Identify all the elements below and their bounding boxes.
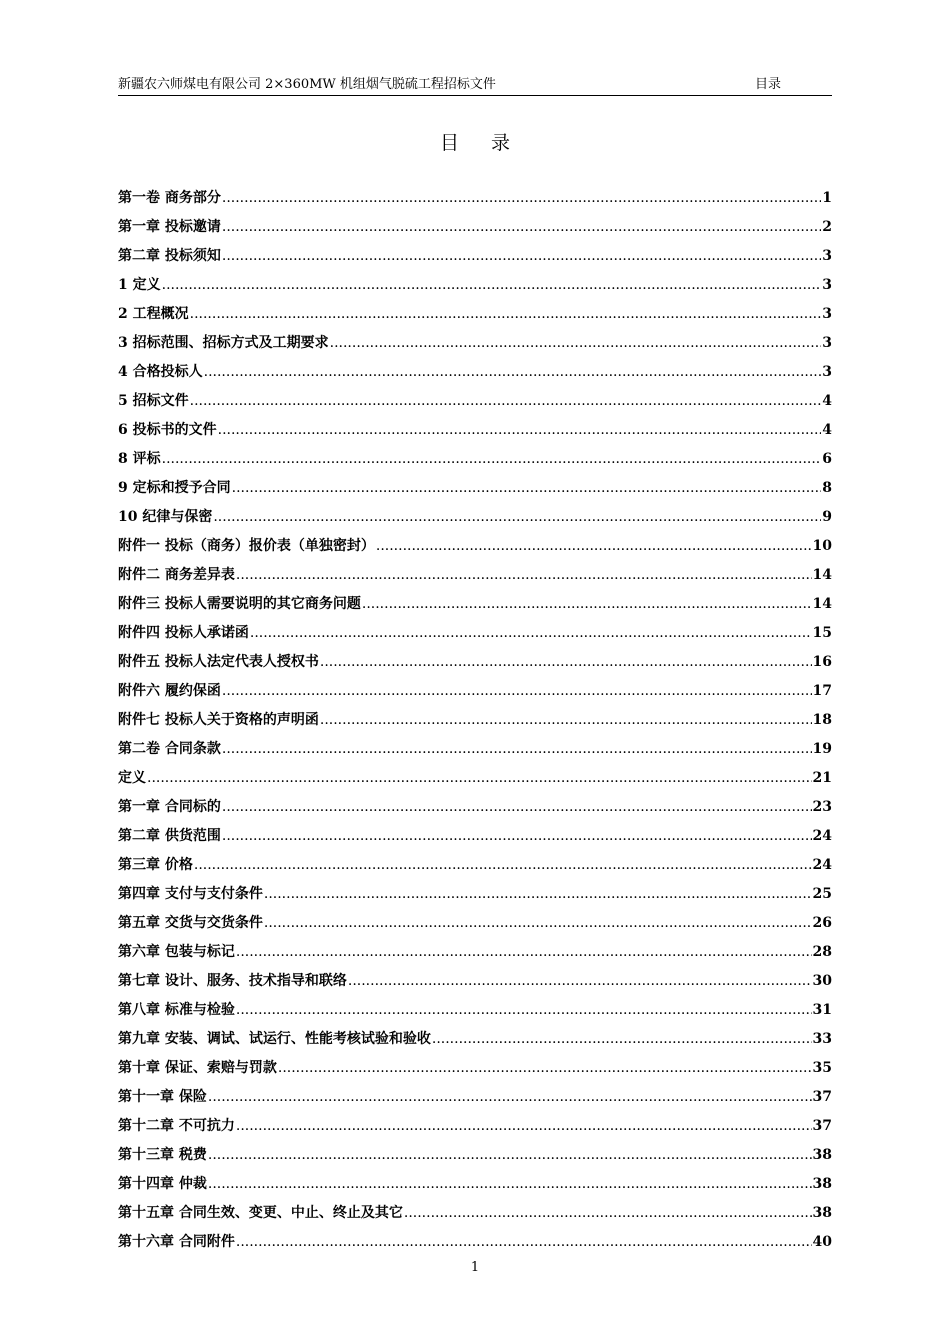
toc-entry[interactable]	[118, 612, 832, 641]
toc-entry-label: 9 定标和授予合同	[118, 480, 231, 496]
toc-entry-label: 第三章 价格	[118, 857, 193, 873]
toc-entry-page: 40	[812, 1234, 832, 1250]
toc-entry-label: 附件五 投标人法定代表人授权书	[118, 654, 319, 670]
toc-entry-label: 第十六章 合同附件	[118, 1234, 235, 1250]
toc-entry-label: 第二卷 合同条款	[118, 741, 221, 757]
toc-entry[interactable]	[118, 786, 832, 815]
toc-entry-page: 25	[812, 886, 832, 902]
toc-entry[interactable]	[118, 264, 832, 293]
toc-entry[interactable]	[118, 960, 832, 989]
toc-entry-label: 6 投标书的文件	[118, 422, 217, 438]
toc-leader-dots	[222, 219, 821, 235]
toc-entry-label: 第十章 保证、索赔与罚款	[118, 1060, 277, 1076]
toc-entry[interactable]	[118, 1018, 832, 1047]
toc-entry-label: 第七章 设计、服务、技术指导和联络	[118, 973, 347, 989]
toc-entry-page: 3	[822, 306, 832, 322]
toc-entry[interactable]	[118, 351, 832, 380]
toc-entry[interactable]	[118, 931, 832, 960]
toc-entry[interactable]	[118, 1134, 832, 1163]
toc-entry-label: 附件七 投标人关于资格的声明函	[118, 712, 319, 728]
page-number: 1	[470, 1260, 480, 1275]
toc-leader-dots	[222, 799, 812, 815]
toc-entry-label: 附件六 履约保函	[118, 683, 221, 699]
table-of-contents	[118, 177, 832, 1250]
toc-entry-label: 1 定义	[118, 277, 161, 293]
toc-entry[interactable]	[118, 177, 832, 206]
toc-entry[interactable]	[118, 670, 832, 699]
toc-entry-label: 第十一章 保险	[118, 1089, 207, 1105]
toc-entry-page: 15	[812, 625, 832, 641]
toc-entry-label: 第一章 合同标的	[118, 799, 221, 815]
toc-entry[interactable]	[118, 641, 832, 670]
toc-entry-page: 3	[822, 335, 832, 351]
toc-entry-label: 附件四 投标人承诺函	[118, 625, 249, 641]
toc-entry-label: 8 评标	[118, 451, 161, 467]
toc-leader-dots	[236, 1118, 812, 1134]
toc-entry[interactable]	[118, 525, 832, 554]
toc-entry-label: 第一章 投标邀请	[118, 219, 221, 235]
toc-leader-dots	[147, 770, 812, 786]
toc-entry-label: 第四章 支付与支付条件	[118, 886, 263, 902]
toc-entry-page: 18	[812, 712, 832, 728]
toc-entry-label: 附件二 商务差异表	[118, 567, 235, 583]
toc-entry-page: 37	[812, 1118, 832, 1134]
toc-entry[interactable]	[118, 1047, 832, 1076]
toc-leader-dots	[190, 306, 822, 322]
page-title	[0, 128, 950, 155]
toc-entry[interactable]	[118, 989, 832, 1018]
toc-entry-page: 3	[822, 364, 832, 380]
title-char-2: 录	[491, 132, 511, 154]
toc-leader-dots	[162, 277, 822, 293]
toc-entry-label: 定义	[118, 770, 146, 786]
toc-leader-dots	[264, 886, 812, 902]
toc-entry[interactable]	[118, 322, 832, 351]
toc-leader-dots	[236, 1234, 812, 1250]
toc-leader-dots	[278, 1060, 812, 1076]
toc-entry-page: 3	[822, 277, 832, 293]
toc-entry[interactable]	[118, 380, 832, 409]
toc-entry-page: 30	[812, 973, 832, 989]
toc-leader-dots	[213, 509, 821, 525]
toc-entry-page: 16	[812, 654, 832, 670]
toc-entry-page: 31	[812, 1002, 832, 1018]
toc-leader-dots	[218, 422, 822, 438]
toc-entry[interactable]	[118, 496, 832, 525]
toc-entry-page: 23	[812, 799, 832, 815]
toc-entry-page: 26	[812, 915, 832, 931]
toc-entry-label: 第二章 投标须知	[118, 248, 221, 264]
toc-leader-dots	[404, 1205, 812, 1221]
toc-entry[interactable]	[118, 206, 832, 235]
toc-entry[interactable]	[118, 1221, 832, 1250]
toc-leader-dots	[264, 915, 812, 931]
toc-entry-page: 38	[812, 1176, 832, 1192]
toc-entry-page: 37	[812, 1089, 832, 1105]
toc-entry-page: 3	[822, 248, 832, 264]
toc-entry-page: 9	[822, 509, 832, 525]
toc-entry[interactable]	[118, 873, 832, 902]
toc-leader-dots	[208, 1147, 812, 1163]
toc-entry[interactable]	[118, 554, 832, 583]
toc-entry[interactable]	[118, 235, 832, 264]
toc-leader-dots	[330, 335, 822, 351]
toc-entry[interactable]	[118, 438, 832, 467]
toc-entry-page: 4	[822, 422, 832, 438]
toc-leader-dots	[236, 944, 812, 960]
toc-entry-page: 38	[812, 1205, 832, 1221]
toc-entry-page: 19	[812, 741, 832, 757]
toc-entry[interactable]	[118, 728, 832, 757]
toc-leader-dots	[162, 451, 822, 467]
toc-entry-page: 4	[822, 393, 832, 409]
toc-leader-dots	[208, 1089, 812, 1105]
toc-entry-page: 24	[812, 857, 832, 873]
toc-entry[interactable]	[118, 1192, 832, 1221]
toc-entry-label: 第九章 安装、调试、试运行、性能考核试验和验收	[118, 1031, 431, 1047]
toc-entry-page: 2	[822, 219, 832, 235]
toc-entry-label: 4 合格投标人	[118, 364, 203, 380]
toc-entry-page: 1	[822, 190, 832, 206]
toc-leader-dots	[320, 654, 812, 670]
toc-leader-dots	[222, 190, 821, 206]
toc-entry[interactable]	[118, 1076, 832, 1105]
toc-leader-dots	[376, 538, 812, 554]
toc-entry-label: 附件一 投标（商务）报价表（单独密封）	[118, 538, 375, 554]
toc-leader-dots	[190, 393, 822, 409]
toc-leader-dots	[250, 625, 812, 641]
toc-entry-label: 第十五章 合同生效、变更、中止、终止及其它	[118, 1205, 403, 1221]
toc-entry[interactable]	[118, 1163, 832, 1192]
toc-entry-page: 38	[812, 1147, 832, 1163]
toc-entry-page: 21	[812, 770, 832, 786]
title-char-1: 目	[439, 132, 459, 154]
toc-entry-page: 8	[822, 480, 832, 496]
toc-entry-page: 14	[812, 596, 832, 612]
toc-entry[interactable]	[118, 293, 832, 322]
toc-entry-label: 3 招标范围、招标方式及工期要求	[118, 335, 329, 351]
toc-entry-label: 10 纪律与保密	[118, 509, 213, 525]
toc-entry-label: 第十三章 税费	[118, 1147, 207, 1163]
toc-entry[interactable]	[118, 844, 832, 873]
toc-leader-dots	[194, 857, 812, 873]
toc-entry[interactable]	[118, 1105, 832, 1134]
toc-entry[interactable]	[118, 902, 832, 931]
toc-entry-label: 5 招标文件	[118, 393, 189, 409]
toc-entry-page: 6	[822, 451, 832, 467]
toc-entry[interactable]	[118, 409, 832, 438]
page-header	[118, 76, 832, 96]
toc-leader-dots	[222, 683, 812, 699]
toc-leader-dots	[236, 567, 812, 583]
toc-entry-page: 35	[812, 1060, 832, 1076]
header-section: 目录	[755, 77, 782, 92]
toc-entry-label: 第一卷 商务部分	[118, 190, 221, 206]
toc-entry[interactable]	[118, 467, 832, 496]
toc-leader-dots	[320, 712, 812, 728]
toc-leader-dots	[348, 973, 812, 989]
toc-entry-label: 第十二章 不可抗力	[118, 1118, 235, 1134]
toc-entry-page: 10	[812, 538, 832, 554]
toc-entry-page: 14	[812, 567, 832, 583]
toc-entry-page: 33	[812, 1031, 832, 1047]
toc-leader-dots	[236, 1002, 812, 1018]
toc-entry-label: 第八章 标准与检验	[118, 1002, 235, 1018]
toc-entry-page: 17	[812, 683, 832, 699]
toc-entry-label: 第十四章 仲裁	[118, 1176, 207, 1192]
toc-entry-label: 第五章 交货与交货条件	[118, 915, 263, 931]
toc-entry[interactable]	[118, 815, 832, 844]
header-doc-title: 新疆农六师煤电有限公司 2×360MW 机组烟气脱硫工程招标文件	[118, 77, 496, 92]
toc-entry[interactable]	[118, 583, 832, 612]
toc-leader-dots	[204, 364, 822, 380]
toc-entry-label: 第二章 供货范围	[118, 828, 221, 844]
toc-entry[interactable]	[118, 757, 832, 786]
toc-leader-dots	[222, 828, 812, 844]
toc-leader-dots	[222, 248, 821, 264]
toc-entry-page: 24	[812, 828, 832, 844]
toc-entry-page: 28	[812, 944, 832, 960]
toc-leader-dots	[222, 741, 812, 757]
toc-leader-dots	[362, 596, 812, 612]
toc-entry-label: 2 工程概况	[118, 306, 189, 322]
toc-entry-label: 附件三 投标人需要说明的其它商务问题	[118, 596, 361, 612]
toc-entry-label: 第六章 包装与标记	[118, 944, 235, 960]
toc-leader-dots	[208, 1176, 812, 1192]
toc-leader-dots	[232, 480, 822, 496]
toc-entry[interactable]	[118, 699, 832, 728]
toc-leader-dots	[432, 1031, 812, 1047]
